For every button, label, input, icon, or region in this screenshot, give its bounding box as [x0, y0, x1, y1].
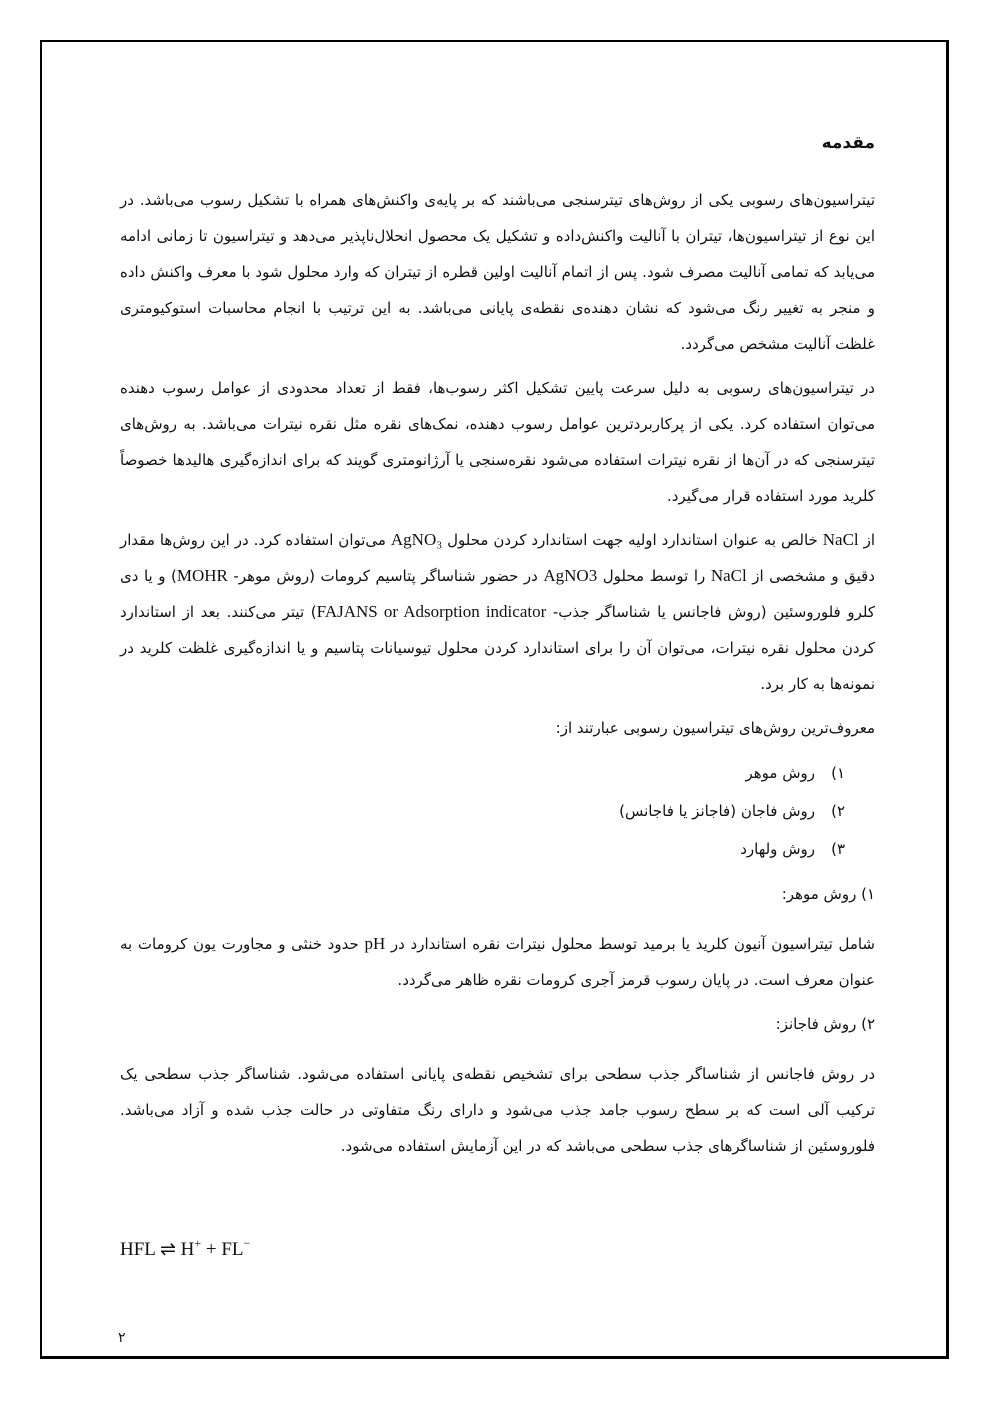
- text-segment: در حضور شناساگر پتاسیم کرومات (روش موهر-: [227, 567, 544, 585]
- subheading-mohr: ۱) روش موهر:: [781, 885, 875, 903]
- methods-intro: معروف‌ترین روش‌های تیتراسیون رسوبی عبارتند از:: [555, 719, 875, 737]
- paragraph-standardization: [120, 522, 875, 702]
- method-item: [120, 792, 845, 830]
- formula-agno3-subscript: AgNO₃: [390, 530, 443, 549]
- text-segment: را توسط محلول: [597, 567, 711, 585]
- methods-list: [120, 754, 875, 868]
- text-segment: خالص به عنوان استاندارد اولیه جهت استاندارد کردن محلول: [442, 531, 823, 549]
- formula-nacl: NaCl: [710, 566, 747, 585]
- subheading-fajans: ۲) روش فاجانز:: [775, 1015, 875, 1033]
- charge-positive: +: [194, 1236, 202, 1250]
- text-segment: ) تیتر می‌کنند. بعد از استاندارد کردن محلول نقره نیترات، می‌توان آن را برای استاندارد کردن محلول تیوسیانات پتاسیم و یا اندازه‌گیری غلظت کلرید در نمونه‌ها به کار برد.: [120, 603, 875, 693]
- method-item: [120, 830, 845, 868]
- page-number: ۲: [118, 1330, 126, 1346]
- text-segment: شامل تیتراسیون آنیون کلرید یا برمید توسط محلول نیترات نقره استاندارد در: [385, 935, 875, 953]
- equation-plus: +: [205, 1239, 217, 1260]
- paragraph-intro-1: تیتراسیون‌های رسوبی یکی از روش‌های تیترسنجی می‌باشند که بر پایه‌ی واکنش‌های همراه با تشکیل رسوب می‌باشد. در این نوع از تیتراسیون‌ها، تیتران با آنالیت واکنش‌داده و تشکیل یک محصول انحلال‌ناپذیر می‌دهد و تیتراسیون تا زمانی ادامه می‌یابد که تمامی آنالیت مصرف شود. پس از اتمام آنالیت اولین قطره از تیتران که وارد محلول شود با معرف واکنش داده و منجر به تغییر رنگ می‌شود که نشان دهنده‌ی نقطه‌ی پایانی می‌باشد. به این ترتیب با انجام محاسبات استوکیومتری غلظت آنالیت مشخص می‌گردد.: [120, 191, 875, 353]
- formula-agno3: AgNO3: [543, 566, 598, 585]
- method-label: روش موهر: [745, 764, 815, 782]
- equation-product-h: H: [180, 1239, 195, 1260]
- text-segment: از: [858, 531, 876, 549]
- term-ph: pH: [364, 934, 386, 953]
- text-segment: حدود خنثی و مجاورت یون کرومات به عنوان معرف است. در پایان رسوب قرمز آجری کرومات نقره ظاهر می‌گردد.: [120, 935, 875, 989]
- equilibrium-equation: [120, 1236, 250, 1261]
- paragraph-fajans: در روش فاجانس از شناساگر جذب سطحی برای تشخیص نقطه‌ی پایانی استفاده می‌شود. شناساگر جذب سطحی یک ترکیب آلی است که بر سطح رسوب جامد جذب می‌شود و دارای رنگ متفاوتی در حالت جذب شده و آزاد می‌باشد. فلوروسئین از شناساگرهای جذب سطحی می‌باشد که در این آزمایش استفاده می‌شود.: [120, 1065, 875, 1155]
- text-segment: می‌توان استفاده کرد. در این روش‌ها مقدار دقیق و مشخصی از: [120, 531, 875, 585]
- charge-negative: −: [243, 1236, 251, 1250]
- equation-product-fl: FL: [221, 1239, 244, 1260]
- equation-reactant: HFL: [120, 1239, 156, 1260]
- document-body: [120, 120, 875, 1172]
- method-label: روش ولهارد: [740, 840, 815, 858]
- equilibrium-arrow-icon: ⇌: [159, 1239, 176, 1260]
- method-label: روش فاجان (فاجانز یا فاجانس): [619, 802, 815, 820]
- method-item: [120, 754, 845, 792]
- paragraph-intro-2: در تیتراسیون‌های رسوبی به دلیل سرعت پایین تشکیل اکثر رسوب‌ها، فقط از تعداد محدودی از عوامل رسوب دهنده می‌توان استفاده کرد. یکی از پرکاربردترین عوامل رسوب دهنده، نمک‌های نقره مثل نقره نیترات می‌باشد. به روش‌های تیترسنجی که در آن‌ها از نقره نیترات استفاده می‌شود نقره‌سنجی یا آرژانومتری گویند که برای اندازه‌گیری هالیدها خصوصاً کلرید مورد استفاده قرار می‌گیرد.: [120, 379, 875, 505]
- section-heading-introduction: مقدمه: [821, 133, 875, 153]
- text-segment: ) و یا دی کلرو فلوروسئین (روش فاجانس یا شناساگر جذب-: [120, 567, 875, 621]
- list-number: ۳): [831, 840, 845, 858]
- term-mohr: MOHR: [176, 566, 228, 585]
- formula-nacl: NaCl: [822, 530, 859, 549]
- list-number: ۲): [831, 802, 845, 820]
- list-number: ۱): [831, 764, 845, 782]
- term-fajans: FAJANS or Adsorption indicator: [316, 602, 547, 621]
- paragraph-mohr: [120, 926, 875, 998]
